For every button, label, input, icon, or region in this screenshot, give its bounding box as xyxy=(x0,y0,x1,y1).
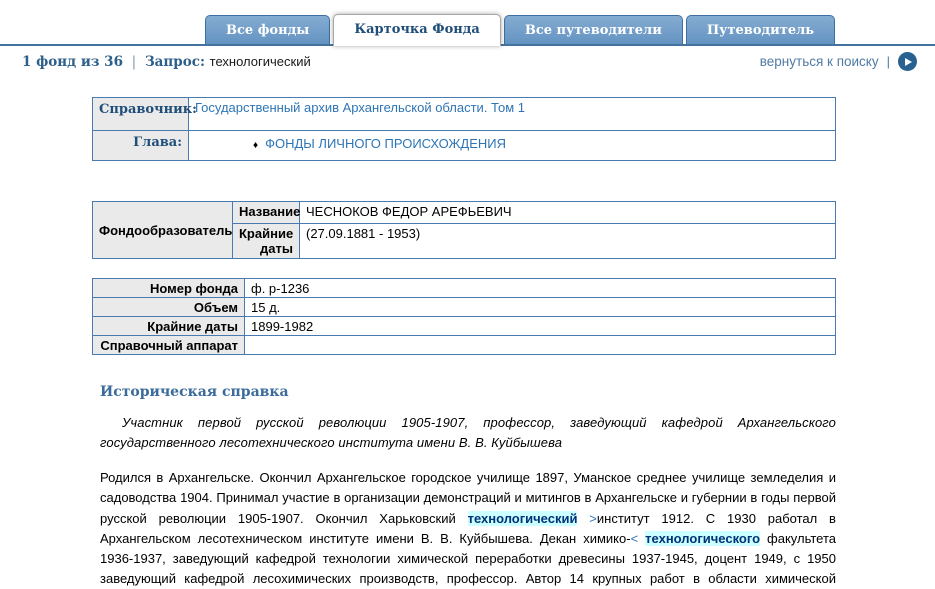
table-row xyxy=(93,279,836,298)
chapter-link[interactable]: ФОНДЫ ЛИЧНОГО ПРОИСХОЖДЕНИЯ xyxy=(265,136,506,151)
table-row xyxy=(93,336,836,355)
separator: | xyxy=(131,53,137,70)
table-row xyxy=(93,202,836,224)
chapter-value-cell xyxy=(189,131,836,161)
diamond-icon: ♦ xyxy=(253,140,259,151)
date-range-label: Крайние даты xyxy=(93,317,245,336)
tab-guide[interactable]: Путеводитель xyxy=(686,15,835,44)
tab-bar xyxy=(0,0,935,46)
search-highlight: технологического xyxy=(645,530,761,546)
name-label: Название xyxy=(233,202,300,224)
tab-fund-card[interactable]: Карточка Фонда xyxy=(333,14,501,46)
results-count: 1 фонд из 36 xyxy=(22,53,123,70)
reference-label: Справочник: xyxy=(93,98,189,131)
results-summary xyxy=(22,54,311,70)
historical-note-section xyxy=(100,384,836,589)
biography-paragraph xyxy=(100,468,836,589)
table-row xyxy=(93,317,836,336)
creator-label: Фондообразователь xyxy=(93,202,233,259)
tab-all-funds[interactable]: Все фонды xyxy=(205,15,330,44)
query-label: Запрос: xyxy=(144,53,205,70)
reference-table xyxy=(92,97,836,161)
body-text-segment: Родился в Архангельске. Окончил Архангельское городское училище 1897, Уманское среднее училище земледелия и садоводства 1904. Принимал участие в организации демонстраций и митингов в Архангельске и губернии в годы первой русской революции 1905-1907. Окончил Харьковский xyxy=(100,470,836,526)
back-to-search-link[interactable]: вернуться к поиску xyxy=(759,54,879,69)
search-highlight: технологический xyxy=(467,510,578,526)
query-value: технологический xyxy=(209,53,311,69)
fund-number-label: Номер фонда xyxy=(93,279,245,298)
section-title: Историческая справка xyxy=(100,384,289,400)
creator-table xyxy=(92,201,836,259)
dates-label: Крайние даты xyxy=(233,224,300,259)
body-text-segment: факультета 1936-1937, заведующий кафедрой технологии химической переработки древесины 1937-1945, доцент 1949, с 1950 заведующий кафедрой лесохимических производств, профессор. Автор 14 крупных работ в области химической xyxy=(100,530,836,586)
fund-info-table xyxy=(92,278,836,355)
guide-volume-link[interactable]: Государственный архив Архангельской области. Том 1 xyxy=(195,100,525,115)
results-actions xyxy=(760,52,917,71)
volume-value: 15 д. xyxy=(245,298,836,317)
table-row xyxy=(93,298,836,317)
reference-value-cell xyxy=(189,98,836,131)
next-result-button[interactable] xyxy=(898,52,917,71)
table-row xyxy=(93,98,836,131)
body-text-segment: институт 1912. С 1930 работал в Архангельском лесотехническом институте имени В. В. Куйбышева. Декан химико- xyxy=(100,510,836,546)
prev-occurrence-arrow[interactable]: < xyxy=(630,530,646,546)
reference-apparatus-value xyxy=(245,336,836,355)
play-circle-icon xyxy=(905,58,912,66)
lead-paragraph: Участник первой русской революции 1905-1907, профессор, заведующий кафедрой Архангельского государственного лесотехнического института имени В. В. Куйбышева xyxy=(100,415,836,451)
fund-number-value: ф. р-1236 xyxy=(245,279,836,298)
fund-card-content xyxy=(92,97,836,355)
reference-apparatus-label: Справочный аппарат xyxy=(93,336,245,355)
date-range-value: 1899-1982 xyxy=(245,317,836,336)
name-value: ЧЕСНОКОВ ФЕДОР АРЕФЬЕВИЧ xyxy=(300,202,836,224)
volume-label: Объем xyxy=(93,298,245,317)
table-row xyxy=(93,131,836,161)
next-occurrence-arrow[interactable]: > xyxy=(577,510,597,526)
chapter-label: Глава: xyxy=(93,131,189,161)
tab-all-guides[interactable]: Все путеводители xyxy=(504,15,683,44)
dates-value: (27.09.1881 - 1953) xyxy=(300,224,836,259)
results-bar xyxy=(0,46,935,77)
separator: | xyxy=(886,54,890,69)
